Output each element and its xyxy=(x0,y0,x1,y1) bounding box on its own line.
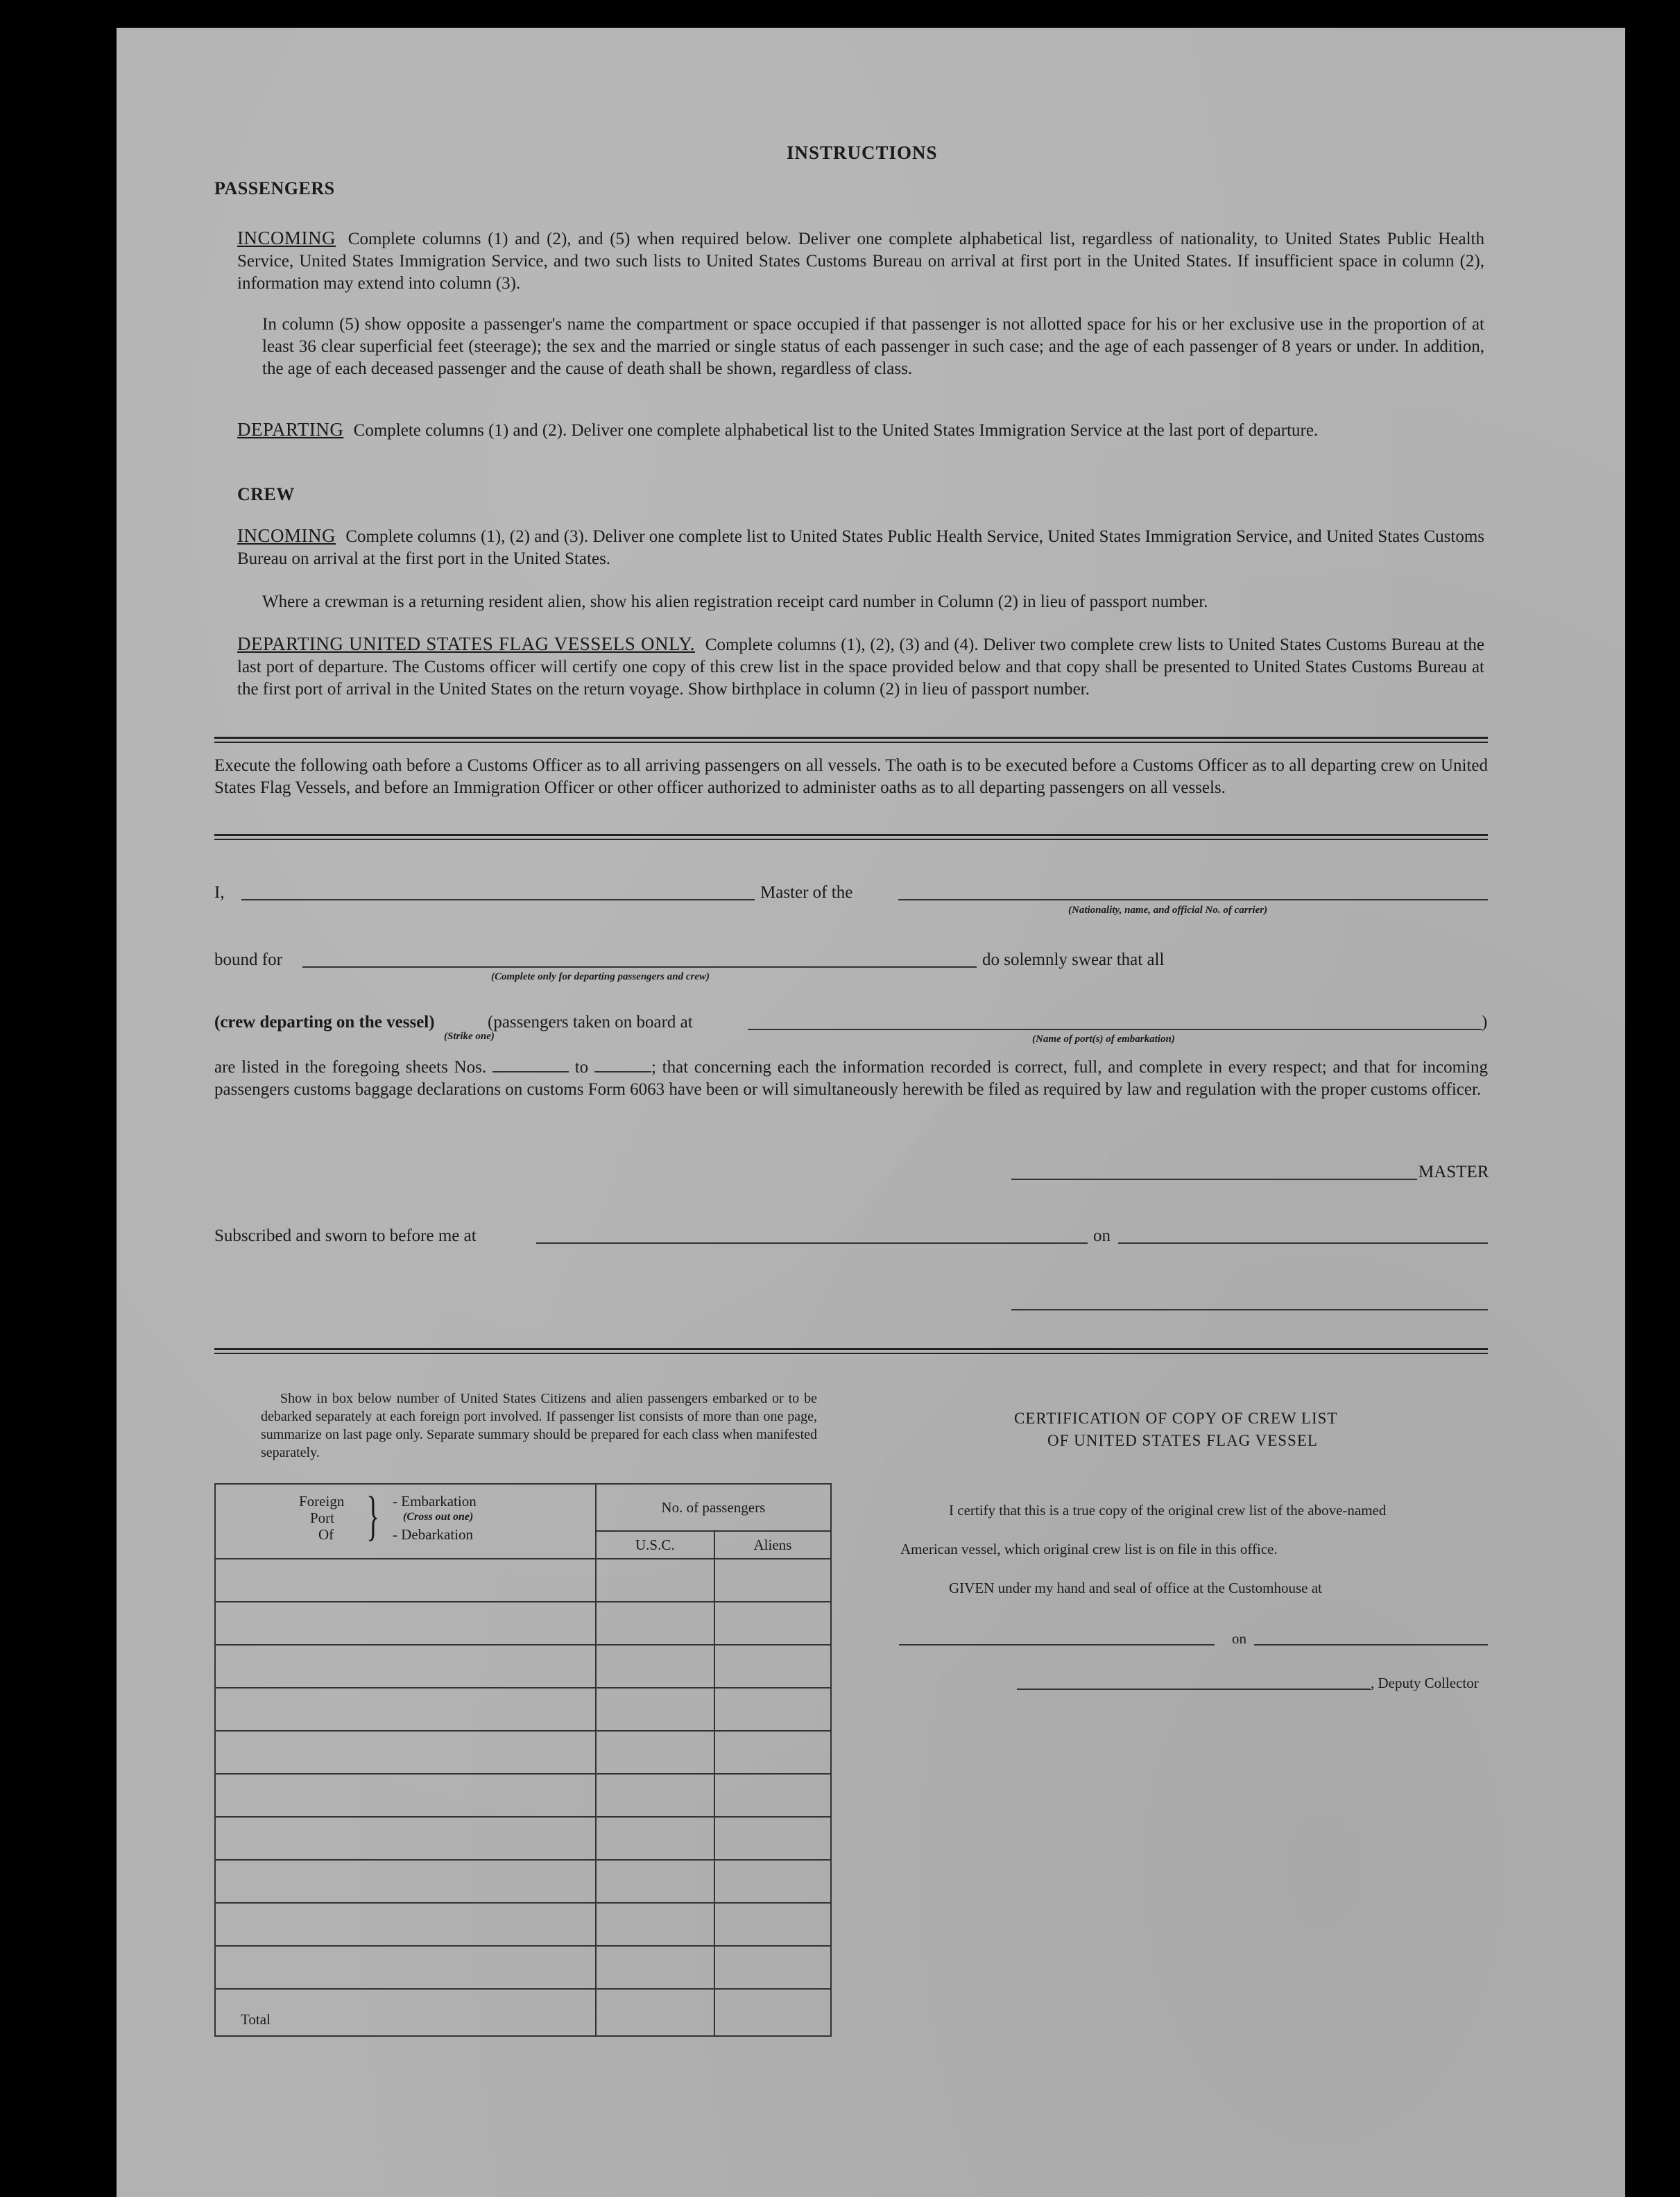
given-text: GIVEN under my hand and seal of office at the Customhouse at xyxy=(949,1580,1322,1596)
sheets-to-field[interactable] xyxy=(594,1059,651,1072)
page-title: INSTRUCTIONS xyxy=(787,142,938,163)
port-caption: (Name of port(s) of embarkation) xyxy=(1032,1034,1175,1045)
usc-cell[interactable] xyxy=(596,1946,714,1989)
crew-departing-label: DEPARTING UNITED STATES FLAG VESSELS ONLY. xyxy=(237,633,696,654)
bound-for-caption: (Complete only for departing passengers and crew) xyxy=(491,971,710,982)
port-word: Port xyxy=(310,1510,335,1526)
officer-signature-field[interactable] xyxy=(1011,1309,1488,1310)
port-cell[interactable] xyxy=(215,1731,596,1774)
foreign-port-header xyxy=(215,1484,596,1559)
total-label: Total xyxy=(241,2011,271,2028)
aliens-cell[interactable] xyxy=(714,1903,831,1946)
usc-cell[interactable] xyxy=(596,1645,714,1688)
usc-cell[interactable] xyxy=(596,1731,714,1774)
usc-cell[interactable] xyxy=(596,1559,714,1602)
close-paren: ) xyxy=(1482,1013,1488,1032)
usc-header: U.S.C. xyxy=(596,1531,714,1559)
listed-prefix: are listed in the foregoing sheets Nos. xyxy=(214,1058,487,1077)
master-of-label: Master of the xyxy=(760,883,853,902)
master-name-field[interactable] xyxy=(241,899,755,900)
passengers-departing-label: DEPARTING xyxy=(237,419,344,440)
strike-caption: (Strike one) xyxy=(444,1031,495,1042)
carrier-field[interactable] xyxy=(898,899,1488,900)
port-cell[interactable] xyxy=(215,1774,596,1817)
port-cell[interactable] xyxy=(215,1946,596,1989)
certification-heading-line2: OF UNITED STATES FLAG VESSEL xyxy=(1047,1432,1318,1449)
form-page xyxy=(117,28,1625,2197)
aliens-cell[interactable] xyxy=(714,1860,831,1903)
usc-cell[interactable] xyxy=(596,1774,714,1817)
port-cell[interactable] xyxy=(215,1817,596,1860)
cross-out-caption: (Cross out one) xyxy=(403,1511,474,1523)
aliens-cell[interactable] xyxy=(714,1688,831,1731)
crew-departing-text: Complete columns (1), (2), (3) and (4). Deliver two complete crew lists to United States Customs Bureau at the last port of departure. The Customs officer will certify one copy of this crew list in the space provided below and that copy shall be presented to United States Customs Bureau at the first port of arrival in the United States on the return voyage. Show birthplace in column (2) in lieu of passport number. xyxy=(237,635,1484,699)
port-cell[interactable] xyxy=(215,1645,596,1688)
deputy-signature-field[interactable] xyxy=(1017,1689,1371,1690)
passengers-column5-paragraph: In column (5) show opposite a passenger's name the compartment or space occupied if that passenger is not allotted space for his or her exclusive use in the proportion of at least 36 clear superficial feet (steerage); the sex and the married or single status of each passenger in such case; and the age of each passenger of 8 years or under. In addition, the age of each deceased passenger and the cause of death shall be shown, regardless of class. xyxy=(262,315,1484,378)
usc-cell[interactable] xyxy=(596,1688,714,1731)
crew-departing-paragraph xyxy=(237,633,1484,701)
divider-rule xyxy=(214,1348,1488,1350)
port-cell[interactable] xyxy=(215,1903,596,1946)
crew-resident-paragraph: Where a crewman is a returning resident alien, show his alien registration receipt card number in Column (2) in lieu of passport number. xyxy=(262,592,1208,611)
crew-incoming-text: Complete columns (1), (2) and (3). Deliver one complete list to United States Public Health Service, United States Immigration Service, and United States Customs Bureau on arrival at the first port in the United States. xyxy=(237,527,1485,568)
brace-icon: } xyxy=(366,1485,380,1546)
divider-rule xyxy=(214,834,1488,836)
bound-for-label: bound for xyxy=(214,950,282,969)
crew-incoming-label: INCOMING xyxy=(237,525,336,546)
port-cell[interactable] xyxy=(215,1602,596,1645)
port-cell[interactable] xyxy=(215,1860,596,1903)
total-label-cell xyxy=(215,1989,596,2036)
divider-rule xyxy=(214,1353,1488,1354)
embarkation-port-field[interactable] xyxy=(748,1029,1482,1030)
foreign-word: Foreign xyxy=(299,1493,345,1510)
certification-date-field[interactable] xyxy=(1254,1644,1488,1645)
usc-cell[interactable] xyxy=(596,1602,714,1645)
sheets-from-field[interactable] xyxy=(492,1059,569,1072)
certification-heading-line1: CERTIFICATION OF COPY OF CREW LIST xyxy=(1014,1410,1338,1427)
customhouse-field[interactable] xyxy=(899,1644,1215,1645)
crew-departing-option[interactable]: (crew departing on the vessel) xyxy=(214,1013,435,1032)
total-usc-cell[interactable] xyxy=(596,1989,714,2036)
divider-rule xyxy=(214,737,1488,739)
crew-incoming-paragraph xyxy=(237,524,1484,570)
bound-for-field[interactable] xyxy=(302,966,977,968)
passengers-incoming-label: INCOMING xyxy=(237,228,336,248)
aliens-cell[interactable] xyxy=(714,1559,831,1602)
passengers-incoming-text: Complete columns (1) and (2), and (5) when required below. Deliver one complete alphabetical list, regardless of nationality, to United States Public Health Service, United States Immigration Service, and two such lists to United States Customs Bureau on arrival at first port in the United States. If insufficient space in column (2), information may extend into column (3). xyxy=(237,230,1484,293)
oath-intro: Execute the following oath before a Customs Officer as to all arriving passengers on all vessels. The oath is to be executed before a Customs Officer as to all departing crew on United States Flag Vessels, and before an Immigration Officer or other officer authorized to administer oaths as to all departing passengers on all vessels. xyxy=(214,756,1488,797)
usc-cell[interactable] xyxy=(596,1903,714,1946)
sworn-place-field[interactable] xyxy=(536,1242,1088,1244)
embarkation-label: - Embarkation xyxy=(393,1493,477,1510)
oath-statement xyxy=(214,1057,1488,1101)
passengers-departing-text: Complete columns (1) and (2). Deliver one complete alphabetical list to the United States Immigration Service at the last port of departure. xyxy=(353,421,1319,440)
crew-heading: CREW xyxy=(237,484,295,504)
deputy-collector-label: , Deputy Collector xyxy=(1371,1675,1479,1691)
summary-instructions: Show in box below number of United States Citizens and alien passengers embarked or to be debarked separately at each foreign port involved. If passenger list consists of more than one page, summarize on last page only. Separate summary should be prepared for each class when manifested separately. xyxy=(261,1391,817,1460)
passenger-summary-table xyxy=(214,1483,832,2037)
to-label: to xyxy=(574,1058,589,1077)
debarkation-label: - Debarkation xyxy=(393,1526,474,1543)
passengers-taken-option[interactable]: (passengers taken on board at xyxy=(488,1013,693,1032)
aliens-cell[interactable] xyxy=(714,1774,831,1817)
subscribed-label: Subscribed and sworn to before me at xyxy=(214,1226,477,1245)
port-cell[interactable] xyxy=(215,1688,596,1731)
aliens-cell[interactable] xyxy=(714,1645,831,1688)
aliens-cell[interactable] xyxy=(714,1602,831,1645)
total-aliens-cell[interactable] xyxy=(714,1989,831,2036)
certify-line2: American vessel, which original crew list is on file in this office. xyxy=(900,1541,1278,1557)
passengers-departing-paragraph xyxy=(237,418,1484,442)
sworn-date-field[interactable] xyxy=(1118,1242,1488,1244)
oath-i-label: I, xyxy=(214,883,225,902)
no-of-passengers-header: No. of passengers xyxy=(596,1484,831,1531)
swear-label: do solemnly swear that all xyxy=(982,950,1165,969)
aliens-cell[interactable] xyxy=(714,1946,831,1989)
usc-cell[interactable] xyxy=(596,1817,714,1860)
master-signature-field[interactable] xyxy=(1011,1179,1417,1180)
usc-cell[interactable] xyxy=(596,1860,714,1903)
certify-line1: I certify that this is a true copy of the original crew list of the above-named xyxy=(949,1502,1387,1519)
listed-suffix: ; that concerning each the information recorded is correct, full, and complete in every respect; and that for incoming passengers customs baggage declarations on customs Form 6063 have been or will simultaneously herewith be filed as required by law and regulation with the proper customs officer. xyxy=(214,1058,1489,1099)
aliens-cell[interactable] xyxy=(714,1817,831,1860)
sworn-on-label: on xyxy=(1093,1226,1111,1245)
of-word: Of xyxy=(318,1526,334,1543)
passengers-heading: PASSENGERS xyxy=(214,178,335,198)
divider-rule xyxy=(214,742,1488,743)
aliens-header: Aliens xyxy=(714,1531,831,1559)
port-cell[interactable] xyxy=(215,1559,596,1602)
carrier-caption: (Nationality, name, and official No. of carrier) xyxy=(1068,905,1268,916)
divider-rule xyxy=(214,839,1488,840)
aliens-cell[interactable] xyxy=(714,1731,831,1774)
certification-on-label: on xyxy=(1232,1630,1246,1647)
passengers-incoming-paragraph xyxy=(237,227,1484,295)
master-label: MASTER xyxy=(1418,1163,1489,1181)
